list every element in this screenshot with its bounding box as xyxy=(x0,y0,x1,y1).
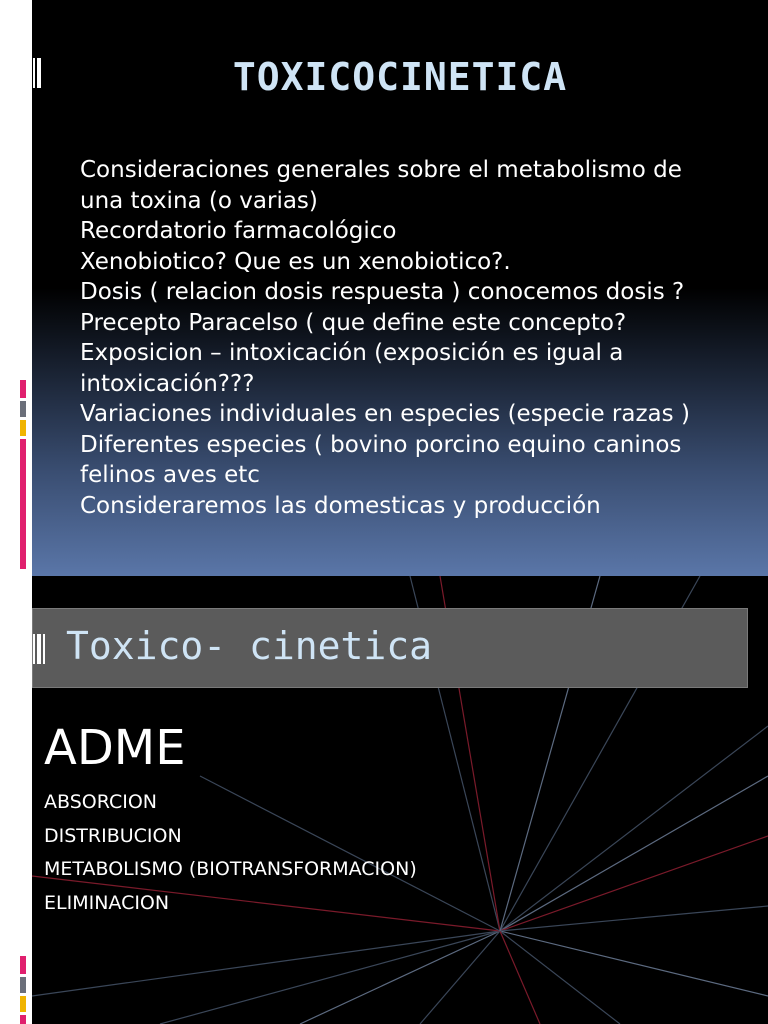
adme-list xyxy=(44,786,417,920)
bullet-item: Dosis ( relacion dosis respuesta ) conocemos dosis ? xyxy=(80,279,685,305)
bullet-item: Xenobiotico? Que es un xenobiotico?. xyxy=(80,248,511,275)
bullet-item: Consideraremos las domesticas y producción xyxy=(80,492,601,519)
gray-accent-bar xyxy=(20,401,26,417)
adme-item-metabolismo: METABOLISMO (BIOTRANSFORMACION) xyxy=(44,858,417,880)
bullet-item: Exposicion – intoxicación (exposición es igual a intoxicación??? xyxy=(80,340,624,397)
slide1-title: TOXICOCINETICA xyxy=(232,55,568,99)
bullet-item: Variaciones individuales en especies (especie razas ) xyxy=(80,401,690,427)
slide1-bullet-list xyxy=(80,155,730,521)
slide-toxico-cinetica xyxy=(0,576,768,1024)
adme-item-eliminacion: ELIMINACION xyxy=(44,891,170,914)
barcode-decoration-icon xyxy=(18,634,45,664)
pink-accent-bar-long xyxy=(20,439,26,569)
adme-item-distribucion: DISTRIBUCION xyxy=(44,824,182,847)
gray-accent-bar xyxy=(20,977,26,993)
yellow-accent-bar xyxy=(20,420,26,436)
accent-bars-decoration xyxy=(20,956,26,1024)
yellow-accent-bar xyxy=(20,996,26,1012)
adme-heading: ADME xyxy=(44,720,186,776)
bullet-item: Recordatorio farmacológico xyxy=(80,218,397,244)
pink-accent-bar xyxy=(20,956,26,974)
pink-accent-bar xyxy=(20,380,26,398)
bullet-item: Precepto Paracelso ( que define este concepto? xyxy=(80,309,627,336)
bullet-item: Consideraciones generales sobre el metabolismo de una toxina (o varias) xyxy=(80,157,682,214)
accent-bars-decoration xyxy=(20,380,26,572)
adme-item-absorcion: ABSORCION xyxy=(44,791,158,813)
pink-accent-bar-long xyxy=(20,1015,26,1024)
slide2-title: Toxico- cinetica xyxy=(66,624,433,668)
bullet-item: Diferentes especies ( bovino porcino equino caninos felinos aves etc xyxy=(80,431,682,488)
